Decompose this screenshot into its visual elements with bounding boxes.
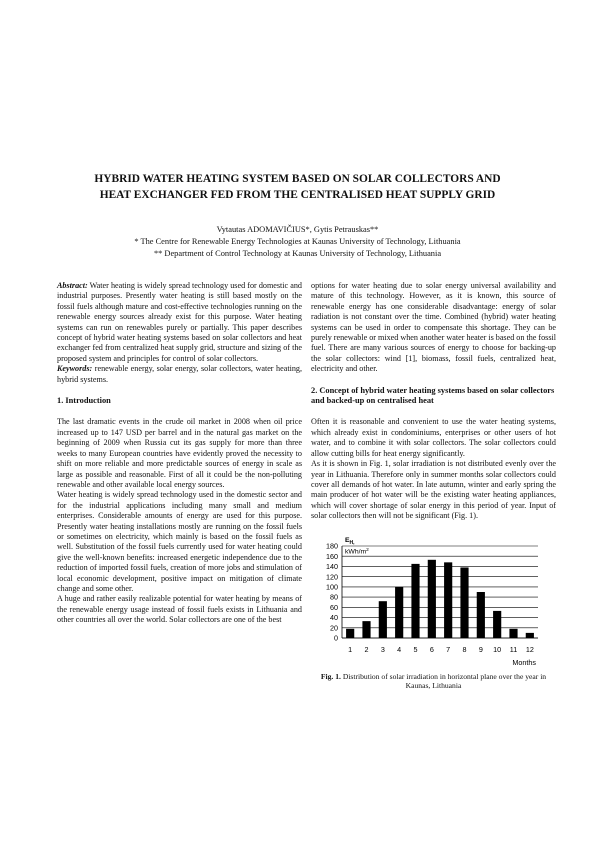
bar <box>346 628 354 637</box>
paper-title <box>40 171 555 203</box>
y-tick-label: 60 <box>330 602 338 612</box>
section-1-heading: 1. Introduction <box>57 396 111 406</box>
y-tick-label: 160 <box>326 551 338 561</box>
y-tick-label: 40 <box>330 612 338 622</box>
x-tick-label: 5 <box>413 644 418 654</box>
section-2-paragraph-1: Often it is reasonable and convenient to use the water heating systems, which already exist in condominiums, enterprises or other users of hot water, and to combine it with solar collectors. The solar collectors could allow cutting bills for heat energy significantly. <box>311 417 556 458</box>
y-axis-label-symbol: $E_{H,}$ <box>345 536 355 546</box>
bar <box>395 586 403 637</box>
x-axis-label: Months <box>512 657 536 667</box>
abstract-label: Abstract: <box>57 281 88 290</box>
x-tick-label: 8 <box>462 644 467 654</box>
bar <box>526 632 534 637</box>
x-tick-label: 9 <box>478 644 483 654</box>
title-line-1: HYBRID WATER HEATING SYSTEM BASED ON SOLAR COLLECTORS AND <box>94 173 501 185</box>
bar <box>379 601 387 638</box>
right-column <box>311 281 556 691</box>
bar <box>460 567 468 638</box>
author-names: Vytautas ADOMAVIČIUS*, Gytis Petrauskas** <box>216 225 379 234</box>
y-tick-label: 20 <box>330 622 338 632</box>
y-tick-label: 0 <box>334 633 338 643</box>
keywords <box>57 364 302 385</box>
bar <box>509 628 517 637</box>
figure-1 <box>311 530 556 691</box>
affiliation-2: ** Department of Control Technology at Kaunas University of Technology, Lithuania <box>153 248 442 258</box>
x-tick-label: 1 <box>348 644 353 654</box>
figure-caption <box>311 672 556 691</box>
y-tick-label: 140 <box>326 561 338 571</box>
y-tick-label: 80 <box>330 592 338 602</box>
keywords-label: Keywords: <box>57 364 93 374</box>
section-1-paragraph-4: options for water heating due to solar energy universal availability and mature of this technology. However, as it is known, this source of renewable energy has one considerable disadvantage: energy of solar radiation is not constant over the time. Combined (hybrid) water heating systems can be used in order to compensate this shortage. They can be purely renewable or mixed when another water heater is based on the fossil fuel. There are many various sources of energy to choose for backing-up the solar collectors: wind [1], biomass, fossil fuels, centralized heat, electricity and other. <box>311 281 557 374</box>
x-tick-label: 6 <box>429 644 434 654</box>
y-axis-label-unit: kWh/$m^2$ <box>345 547 369 555</box>
section-2-paragraph-2: As it is shown in Fig. 1, solar irradiation is not distributed evenly over the year in Lithuania. Therefore only in summer months solar collectors could cover all demands of hot water. In late autumn, winter and early spring the main producer of hot water will be the existing water heating appliances, which will cover shortage of solar energy in this period of year. Input of solar collectors then will not be significant (Fig. 1). <box>311 459 556 521</box>
bar <box>477 592 485 638</box>
y-tick-label: 180 <box>326 541 338 551</box>
author-block <box>60 224 535 259</box>
section-1-paragraph-2: Water heating is widely spread technology used in the domestic sector and for the industrial applications including many small and medium enterprises. Considerable amounts of energy are used for this purpose. Presently water heating installations mostly are running on the fossil fuels or sometimes on electricity, which mainly is based on the fossil fuels as well. Substitution of the fossil fuels currently used for water heating could give the well-known benefits: increased energetic independence due to the reduction of imported fossil fuels, creation of more jobs and stimulation of local economic development, positive impact on mitigation of climate change and some other. <box>57 490 302 593</box>
x-tick-label: 2 <box>364 644 369 654</box>
left-column <box>57 281 302 626</box>
bar <box>362 621 370 638</box>
x-tick-label: 4 <box>397 644 402 654</box>
section-1-paragraph-1: The last dramatic events in the crude oil market in 2008 when oil price increased up to 147 USD per barrel and in the natural gas market on the beginning of 2009 when Russia cut its gas supply for more than three weeks to many European countries have evidently proved the necessity to shift on more reliable and more predictable sources of energy in scale as large as possible and reasonable. First of all it could be the non-polluting renewable and other available local energy sources. <box>57 417 302 489</box>
x-tick-label: 11 <box>509 644 518 654</box>
solar-irradiation-chart <box>311 530 556 670</box>
abstract-text: Water heating is widely spread technology used for domestic and industrial purposes. Presently water heating is still based mostly on the fossil fuels although mature and cost-effective technologies running on the renewable energy sources already exist for this purpose. Water heating systems can run on renewables purely or partially. This paper describes concept of hybrid water heating systems based on solar collectors and heat exchanger fed from centralized heat supply grid, structure and sizing of the proposed system and principles for control of solar collectors. <box>57 281 302 363</box>
bar <box>411 563 419 637</box>
title-line-2: HEAT EXCHANGER FED FROM THE CENTRALISED HEAT SUPPLY GRID <box>99 189 496 201</box>
section-1-paragraph-3: A huge and rather easily realizable potential for water heating by means of the renewable energy usage instead of fossil fuels exists in Lithuania and other countries all over the world. Solar collectors are one of the best <box>57 594 302 625</box>
x-tick-label: 10 <box>493 644 502 654</box>
bar <box>444 562 452 638</box>
x-tick-label: 3 <box>380 644 385 654</box>
x-tick-label: 12 <box>525 644 534 654</box>
y-tick-label: 120 <box>326 571 338 581</box>
x-tick-label: 7 <box>446 644 451 654</box>
bar <box>428 559 436 637</box>
caption-label: Fig. 1. <box>320 671 341 681</box>
affiliation-1: * The Centre for Renewable Energy Technologies at Kaunas University of Technology, Lithuania <box>134 236 461 246</box>
section-2-heading: 2. Concept of hybrid water heating systems based on solar collectors and backed-up on centralised heat <box>311 385 555 406</box>
y-tick-label: 100 <box>326 582 338 592</box>
keywords-text: renewable energy, solar energy, solar collectors, water heating, hybrid systems. <box>57 364 302 384</box>
caption-text: Distribution of solar irradiation in horizontal plane over the year in Kaunas, Lithuania <box>340 671 547 691</box>
bar <box>493 610 501 637</box>
abstract <box>57 281 302 364</box>
